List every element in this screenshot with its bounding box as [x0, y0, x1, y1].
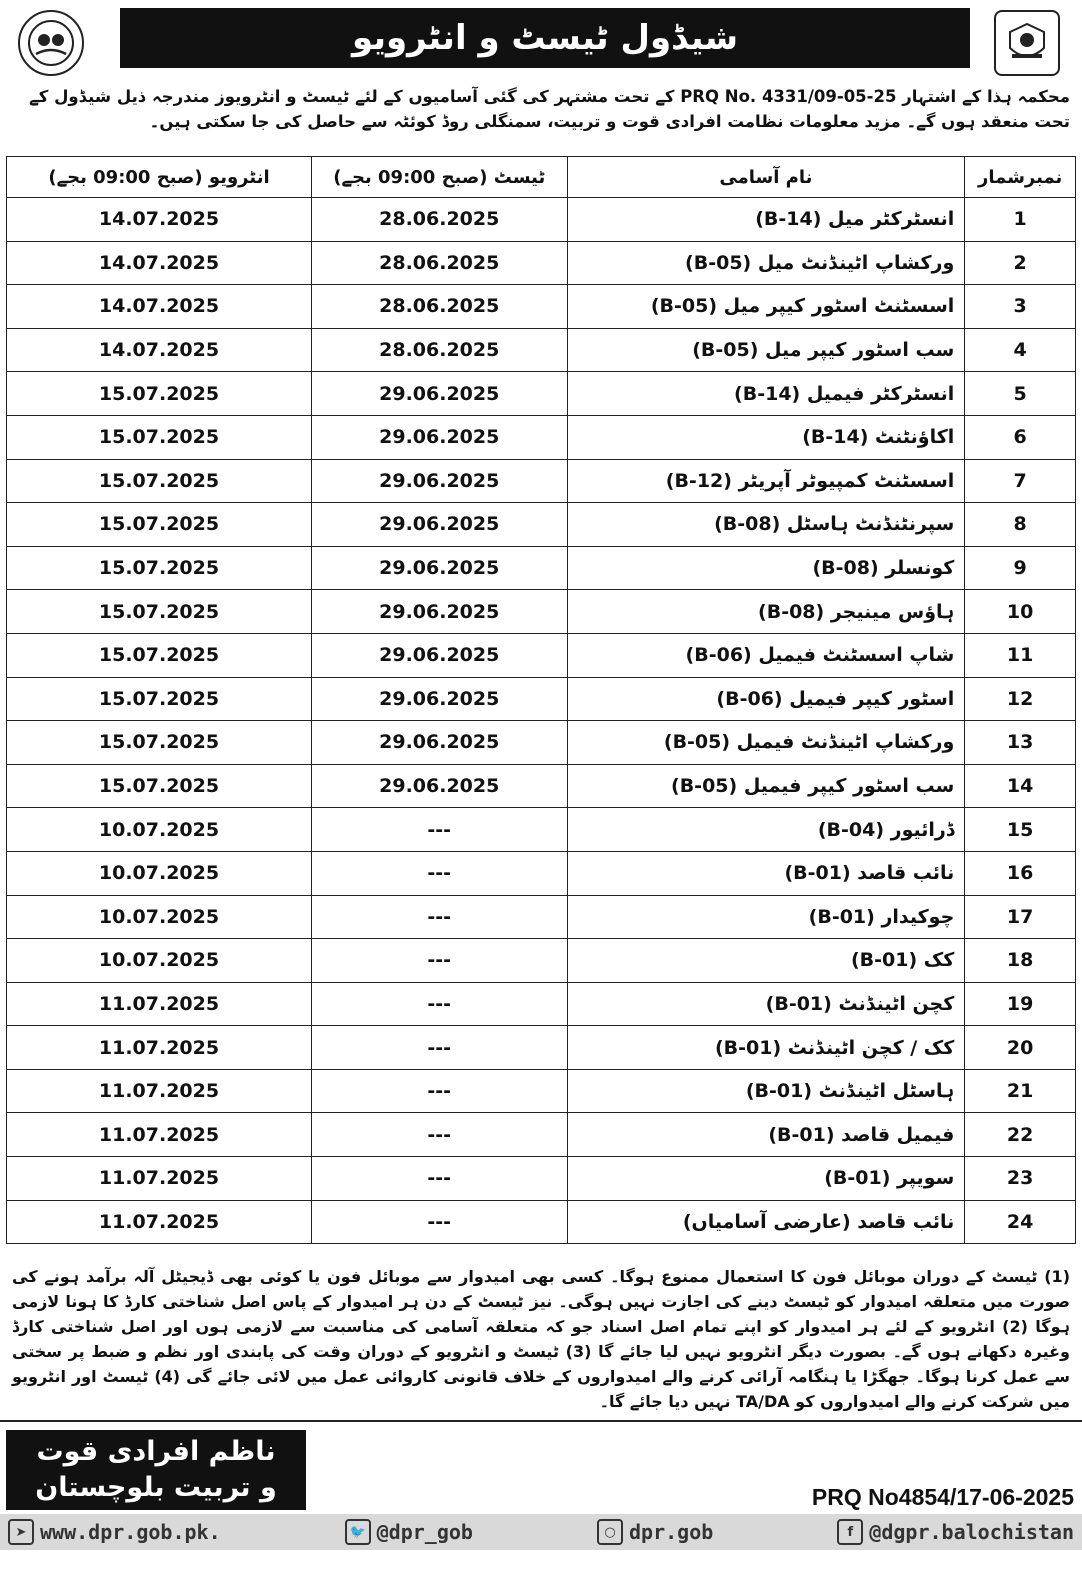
- table-row: [7, 808, 1076, 852]
- cell-serial-number: 8: [965, 503, 1076, 547]
- cell-serial-number: 21: [965, 1069, 1076, 1113]
- table-row: [7, 895, 1076, 939]
- footer-bar: [0, 1514, 1082, 1550]
- table-header-row: [7, 157, 1076, 198]
- table-row: [7, 721, 1076, 765]
- cell-interview-date: 15.07.2025: [7, 764, 312, 808]
- emblem-right-icon: [994, 10, 1060, 76]
- cell-post-name: سب اسٹور کیپر فیمیل (B-05): [567, 764, 965, 808]
- cell-test-date: 28.06.2025: [312, 198, 568, 242]
- cell-test-date: ---: [312, 1069, 568, 1113]
- cell-interview-date: 11.07.2025: [7, 1113, 312, 1157]
- header-interview-date: انٹرویو (صبح 09:00 بجے): [7, 157, 312, 198]
- cell-interview-date: 15.07.2025: [7, 546, 312, 590]
- table-row: [7, 459, 1076, 503]
- emblem-left-icon: [18, 10, 84, 76]
- intro-text-2: کے تحت مشتہر کی گئی آسامیوں کے لئے ٹیسٹ و انٹرویوز مندرجہ ذیل شیڈول کے تحت منعقد ہوں گے۔ مزید معلومات نظامت افرادی قوت و تربیت، سمنگلی روڈ کوئٹہ سے حاصل کی جا سکتی ہیں۔: [29, 87, 1070, 131]
- cell-interview-date: 15.07.2025: [7, 590, 312, 634]
- cell-post-name: اسسٹنٹ اسٹور کیپر میل (B-05): [567, 285, 965, 329]
- cell-post-name: ہاؤس مینیجر (B-08): [567, 590, 965, 634]
- cell-post-name: نائب قاصد (B-01): [567, 851, 965, 895]
- cell-serial-number: 19: [965, 982, 1076, 1026]
- signature-line-1: ناظم افرادی قوت: [36, 1436, 276, 1467]
- table-row: [7, 503, 1076, 547]
- table-row: [7, 764, 1076, 808]
- cell-post-name: چوکیدار (B-01): [567, 895, 965, 939]
- intro-prq-reference: PRQ No. 4331/09-05-25: [680, 87, 897, 106]
- table-row: [7, 546, 1076, 590]
- cell-interview-date: 14.07.2025: [7, 328, 312, 372]
- cell-post-name: سویپر (B-01): [567, 1157, 965, 1201]
- header-test-date: ٹیسٹ (صبح 09:00 بجے): [312, 157, 568, 198]
- cell-interview-date: 15.07.2025: [7, 721, 312, 765]
- signature-line-2: و تربیت بلوچستان: [35, 1472, 277, 1503]
- cell-test-date: ---: [312, 939, 568, 983]
- twitter-icon: 🐦: [345, 1519, 371, 1545]
- footer-website[interactable]: [8, 1519, 221, 1545]
- cell-post-name: ورکشاپ اٹینڈنٹ فیمیل (B-05): [567, 721, 965, 765]
- table-row: [7, 1200, 1076, 1244]
- cell-interview-date: 10.07.2025: [7, 895, 312, 939]
- cell-interview-date: 14.07.2025: [7, 285, 312, 329]
- cell-test-date: 29.06.2025: [312, 546, 568, 590]
- page-title: شیڈول ٹیسٹ و انٹرویو: [120, 8, 970, 68]
- cell-test-date: 29.06.2025: [312, 372, 568, 416]
- cell-test-date: ---: [312, 1200, 568, 1244]
- footer-facebook[interactable]: [837, 1519, 1074, 1545]
- table-body: [7, 198, 1076, 1244]
- cell-post-name: اکاؤنٹنٹ (B-14): [567, 415, 965, 459]
- table-row: [7, 851, 1076, 895]
- website-cursor-icon: ➤: [8, 1519, 34, 1545]
- cell-interview-date: 15.07.2025: [7, 372, 312, 416]
- cell-post-name: کک / کچن اٹینڈنٹ (B-01): [567, 1026, 965, 1070]
- cell-test-date: ---: [312, 851, 568, 895]
- cell-serial-number: 18: [965, 939, 1076, 983]
- cell-test-date: 29.06.2025: [312, 459, 568, 503]
- cell-post-name: ہاسٹل اٹینڈنٹ (B-01): [567, 1069, 965, 1113]
- twitter-handle[interactable]: @dpr_gob: [376, 1520, 473, 1544]
- divider: [0, 1420, 1082, 1422]
- cell-serial-number: 1: [965, 198, 1076, 242]
- cell-interview-date: 14.07.2025: [7, 198, 312, 242]
- cell-serial-number: 23: [965, 1157, 1076, 1201]
- cell-test-date: 29.06.2025: [312, 677, 568, 721]
- cell-serial-number: 4: [965, 328, 1076, 372]
- cell-test-date: ---: [312, 895, 568, 939]
- footer-instagram[interactable]: [597, 1519, 713, 1545]
- cell-serial-number: 10: [965, 590, 1076, 634]
- schedule-table: [6, 156, 1076, 1244]
- cell-interview-date: 10.07.2025: [7, 808, 312, 852]
- cell-post-name: ڈرائیور (B-04): [567, 808, 965, 852]
- cell-test-date: 29.06.2025: [312, 503, 568, 547]
- signature-block: [6, 1430, 306, 1510]
- cell-interview-date: 15.07.2025: [7, 633, 312, 677]
- cell-serial-number: 22: [965, 1113, 1076, 1157]
- cell-serial-number: 15: [965, 808, 1076, 852]
- cell-test-date: 29.06.2025: [312, 721, 568, 765]
- table-row: [7, 285, 1076, 329]
- cell-serial-number: 5: [965, 372, 1076, 416]
- facebook-handle[interactable]: @dgpr.balochistan: [869, 1520, 1074, 1544]
- table-row: [7, 633, 1076, 677]
- cell-interview-date: 14.07.2025: [7, 241, 312, 285]
- table-row: [7, 1157, 1076, 1201]
- cell-interview-date: 15.07.2025: [7, 503, 312, 547]
- table-row: [7, 198, 1076, 242]
- cell-serial-number: 6: [965, 415, 1076, 459]
- table-row: [7, 328, 1076, 372]
- table-row: [7, 372, 1076, 416]
- cell-test-date: 29.06.2025: [312, 764, 568, 808]
- cell-test-date: 29.06.2025: [312, 590, 568, 634]
- cell-post-name: نائب قاصد (عارضی آسامیاں): [567, 1200, 965, 1244]
- instructions-notes: (1) ٹیسٹ کے دوران موبائل فون کا استعمال ممنوع ہوگا۔ کسی بھی امیدوار سے موبائل فون یا کوئی بھی ڈیجیٹل آلہ برآمد ہونے کی صورت میں متعلقہ امیدوار کو ٹیسٹ دینے کی اجازت نہیں ہوگی۔ نیز ٹیسٹ کے دن ہر امیدوار کے پاس اصل شناختی کارڈ کا ہونا لازمی ہوگا (2) انٹرویو کے لئے ہر امیدوار کو اپنے تمام اصل اسناد جو کہ متعلقہ آسامی کی مناسبت سے لازمی ہوں اور اصل شناختی کارڈ وغیرہ دکھانے ہوں گے۔ بصورت دیگر انٹرویو نہیں لیا جائے گا (3) ٹیسٹ و انٹرویو کے دوران وقت کی پابندی اور نظم و ضبط پر سختی سے عمل کرنا ہوگا۔ جھگڑا یا ہنگامہ آرائی کرنے والے امیدواروں کے خلاف قانونی کاروائی عمل میں لائی جائے گی (4) ٹیسٹ اور انٹرویو میں شرکت کرنے والے امیدواروں کو TA/DA نہیں دیا جائے گا۔: [12, 1267, 1071, 1411]
- cell-serial-number: 13: [965, 721, 1076, 765]
- cell-test-date: 28.06.2025: [312, 328, 568, 372]
- cell-test-date: 29.06.2025: [312, 415, 568, 459]
- cell-post-name: انسٹرکٹر فیمیل (B-14): [567, 372, 965, 416]
- cell-test-date: ---: [312, 1113, 568, 1157]
- table-row: [7, 590, 1076, 634]
- intro-paragraph: [12, 84, 1070, 134]
- header-serial-number: نمبرشمار: [965, 157, 1076, 198]
- table-row: [7, 677, 1076, 721]
- table-row: [7, 939, 1076, 983]
- prq-number-bottom: PRQ No4854/17-06-2025: [811, 1484, 1074, 1510]
- cell-test-date: ---: [312, 1026, 568, 1070]
- header: [0, 0, 1082, 80]
- cell-serial-number: 9: [965, 546, 1076, 590]
- cell-serial-number: 12: [965, 677, 1076, 721]
- cell-interview-date: 11.07.2025: [7, 1026, 312, 1070]
- table-row: [7, 415, 1076, 459]
- cell-interview-date: 15.07.2025: [7, 459, 312, 503]
- cell-interview-date: 11.07.2025: [7, 982, 312, 1026]
- cell-serial-number: 2: [965, 241, 1076, 285]
- table-row: [7, 1069, 1076, 1113]
- cell-interview-date: 15.07.2025: [7, 677, 312, 721]
- cell-test-date: ---: [312, 1157, 568, 1201]
- cell-interview-date: 10.07.2025: [7, 851, 312, 895]
- table-row: [7, 1026, 1076, 1070]
- cell-test-date: 29.06.2025: [312, 633, 568, 677]
- cell-interview-date: 15.07.2025: [7, 415, 312, 459]
- cell-post-name: انسٹرکٹر میل (B-14): [567, 198, 965, 242]
- intro-text-1: محکمہ ہذا کے اشتہار: [902, 87, 1070, 106]
- cell-test-date: 28.06.2025: [312, 285, 568, 329]
- cell-post-name: ورکشاپ اٹینڈنٹ میل (B-05): [567, 241, 965, 285]
- cell-serial-number: 16: [965, 851, 1076, 895]
- facebook-icon: f: [837, 1519, 863, 1545]
- cell-post-name: کچن اٹینڈنٹ (B-01): [567, 982, 965, 1026]
- cell-serial-number: 7: [965, 459, 1076, 503]
- cell-interview-date: 11.07.2025: [7, 1157, 312, 1201]
- cell-serial-number: 17: [965, 895, 1076, 939]
- table-row: [7, 241, 1076, 285]
- instagram-handle[interactable]: dpr.gob: [628, 1520, 714, 1544]
- footer-twitter[interactable]: [345, 1519, 473, 1545]
- cell-test-date: 28.06.2025: [312, 241, 568, 285]
- cell-serial-number: 14: [965, 764, 1076, 808]
- cell-post-name: فیمیل قاصد (B-01): [567, 1113, 965, 1157]
- cell-serial-number: 20: [965, 1026, 1076, 1070]
- table-row: [7, 982, 1076, 1026]
- cell-interview-date: 11.07.2025: [7, 1069, 312, 1113]
- cell-interview-date: 11.07.2025: [7, 1200, 312, 1244]
- header-post-name: نام آسامی: [567, 157, 965, 198]
- cell-post-name: اسٹور کیپر فیمیل (B-06): [567, 677, 965, 721]
- cell-post-name: اسسٹنٹ کمپیوٹر آپریٹر (B-12): [567, 459, 965, 503]
- cell-post-name: کونسلر (B-08): [567, 546, 965, 590]
- cell-post-name: سب اسٹور کیپر میل (B-05): [567, 328, 965, 372]
- cell-post-name: کک (B-01): [567, 939, 965, 983]
- cell-serial-number: 11: [965, 633, 1076, 677]
- cell-serial-number: 24: [965, 1200, 1076, 1244]
- cell-post-name: شاپ اسسٹنٹ فیمیل (B-06): [567, 633, 965, 677]
- cell-test-date: ---: [312, 982, 568, 1026]
- cell-serial-number: 3: [965, 285, 1076, 329]
- website-link[interactable]: www.dpr.gob.pk.: [40, 1520, 221, 1544]
- instagram-icon: ○: [597, 1519, 623, 1545]
- table-row: [7, 1113, 1076, 1157]
- cell-test-date: ---: [312, 808, 568, 852]
- cell-post-name: سپرنٹنڈنٹ ہاسٹل (B-08): [567, 503, 965, 547]
- cell-interview-date: 10.07.2025: [7, 939, 312, 983]
